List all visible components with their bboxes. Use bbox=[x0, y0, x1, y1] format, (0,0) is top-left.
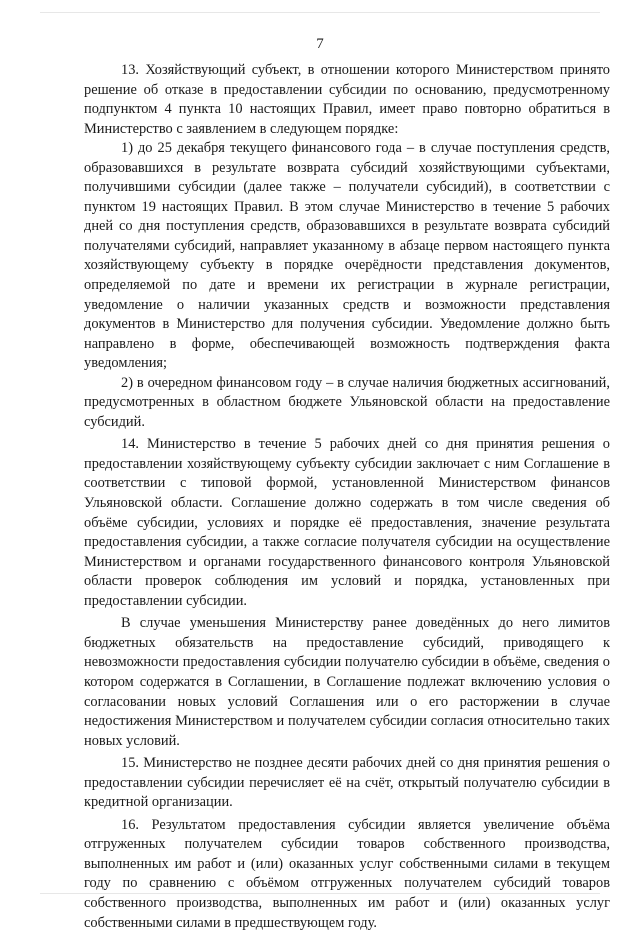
document-body bbox=[84, 61, 610, 933]
paragraph-13-item-2: 2) в очередном финансовом году – в случае наличия бюджетных ассигнований, предусмотренных в областном бюджете Ульяновской области на предоставление субсидий. bbox=[84, 374, 610, 430]
paragraph-14: 14. Министерство в течение 5 рабочих дней со дня принятия решения о предоставлении хозяйствующему субъекту субсидии заключает с ним Соглашение в соответствии с типовой формой, установленной Министерством финансов Ульяновской области. Соглашение должно содержать в том числе сведения об объёме субсидии, условиях и порядке её предоставления, значение результата предоставления субсидии, а также согласие получателя субсидии на осуществление Министерством и органами государственного финансового контроля Ульяновской области проверок соблюдения им условий и порядка, установленных при предоставлении субсидии. bbox=[84, 436, 610, 609]
paragraph-13: 13. Хозяйствующий субъект, в отношении которого Министерством принято решение об отказе в предоставлении субсидии по основанию, предусмотренному подпунктом 4 пункта 10 настоящих Правил, имеет право повторно обратиться в Министерство с заявлением в следующем порядке: bbox=[84, 62, 610, 137]
paragraph-14-continuation: В случае уменьшения Министерству ранее доведённых до него лимитов бюджетных обязательств на предоставление субсидий, приводящего к невозможности предоставления субсидии получателю субсидии в объёме, сведения о котором содержатся в Соглашении, в Соглашение подлежат включению условия о согласовании новых условий Соглашения или о его расторжении в случае недостижения Министерством и получателем субсидии согласия относительно таких новых условий. bbox=[84, 615, 610, 749]
page-number: 7 bbox=[316, 36, 324, 52]
paragraph-16: 16. Результатом предоставления субсидии является увеличение объёма отгруженных получателем субсидии товаров собственного производства, выполненных им работ и (или) оказанных услуг собственными силами в текущем году по сравнению с объёмом отгруженных получателем субсидий товаров собственного производства, выполненных им работ и (или) оказанных услуг собственными силами в предшествующем году. bbox=[84, 816, 610, 931]
scan-edge-mark-top bbox=[40, 12, 600, 13]
paragraph-15: 15. Министерство не позднее десяти рабочих дней со дня принятия решения о предоставлении субсидии перечисляет её на счёт, открытый получателю субсидии в кредитной организации. bbox=[84, 755, 610, 811]
paragraph-13-item-1: 1) до 25 декабря текущего финансового года – в случае поступления средств, образовавшихся в результате возврата субсидий хозяйствующими субъектами, получившими субсидии (далее также – получатели субсидий), в соответствии с пунктом 19 настоящих Правил. В этом случае Министерство в течение 5 рабочих дней со дня поступления средств, образовавшихся в результате возврата субсидий получателями субсидий, направляет указанному в абзаце первом настоящего пункта хозяйствующему субъекту в порядке очерёдности представления документов, определяемой по дате и времени их регистрации в журнале регистрации, уведомление о наличии указанных средств и возможности представления документов в Министерство для получения субсидии. Уведомление должно быть направлено в форме, обеспечивающей возможность подтверждения факта уведомления; bbox=[84, 140, 610, 372]
